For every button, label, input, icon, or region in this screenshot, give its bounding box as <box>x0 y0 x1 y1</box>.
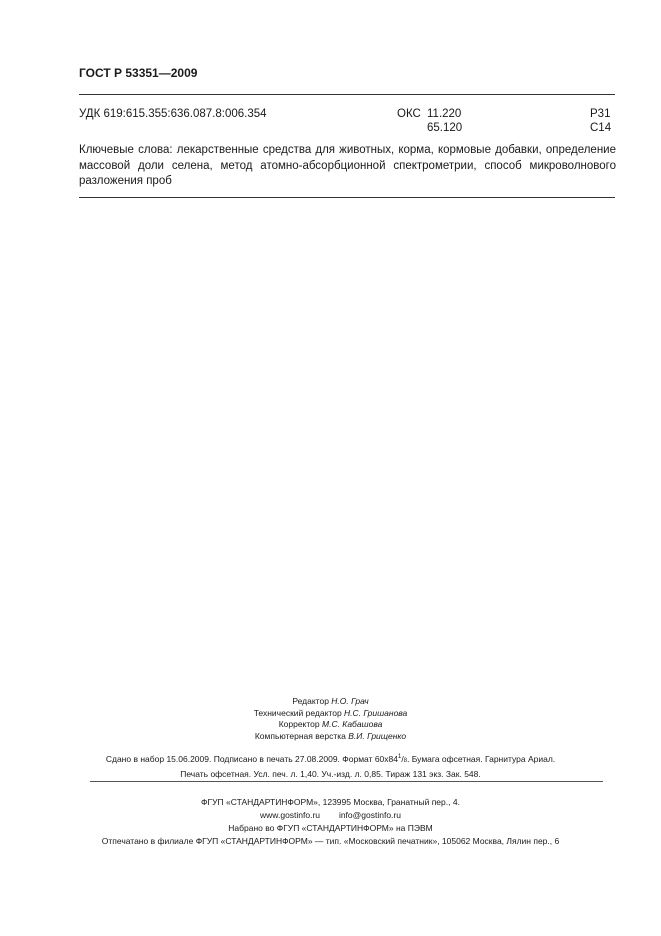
oks-codes <box>427 107 462 135</box>
print-info-line-1 <box>0 751 661 768</box>
oks-label: ОКС <box>397 108 421 120</box>
standard-number: ГОСТ Р 53351—2009 <box>79 66 198 80</box>
format-slash: / <box>401 754 404 764</box>
credit-proofreader <box>0 719 661 731</box>
publisher-printed: Отпечатано в филиале ФГУП «СТАНДАРТИНФОРМ» — тип. «Московский печатник», 105062 Москва, Лялин пер., 6 <box>101 836 560 846</box>
credits-block <box>0 696 661 742</box>
group-code-2: С14 <box>590 122 612 134</box>
keywords-paragraph: Ключевые слова: лекарственные средства для животных, корма, кормовые добавки, определение массовой доли селена, метод атомно-абсорбционной спектрометрии, способ микроволнового разложения проб <box>79 144 616 187</box>
credit-role: Компьютерная верстка <box>254 730 346 741</box>
credit-name: Н.О. Грач <box>331 696 369 706</box>
print-info <box>0 751 661 781</box>
oks-code-1: 11.220 <box>427 108 462 120</box>
publisher-rule <box>90 781 603 782</box>
print-info-line-2: Печать офсетная. Усл. печ. л. 1,40. Уч.-изд. л. 0,85. Тираж 131 экз. Зак. 548. <box>180 769 481 779</box>
credit-name: М.С. Кабашова <box>322 719 383 729</box>
publisher-contacts <box>0 809 661 822</box>
publisher-email: info@gostinfo.ru <box>338 810 401 820</box>
credit-name: В.И. Грищенко <box>348 730 407 741</box>
print-info-part: . Бумага офсетная. Гарнитура Ариал. <box>407 754 556 764</box>
group-codes <box>590 107 611 135</box>
publisher-address: ФГУП «СТАНДАРТИНФОРМ», 123995 Москва, Гранатный пер., 4. <box>201 797 460 807</box>
credit-editor <box>0 696 661 708</box>
publisher-typeset: Набрано во ФГУП «СТАНДАРТИНФОРМ» на ПЭВМ <box>228 823 433 833</box>
publisher-block <box>0 796 661 848</box>
keywords-rule <box>79 197 615 198</box>
credit-role: Редактор <box>292 696 329 706</box>
group-code-1: Р31 <box>590 108 611 120</box>
oks-code-2: 65.120 <box>427 122 463 134</box>
format-denominator: 8 <box>403 758 408 764</box>
print-info-part: Сдано в набор 15.06.2009. Подписано в печать 27.08.2009. Формат 60х84 <box>105 754 398 764</box>
credit-role: Технический редактор <box>253 707 342 718</box>
credit-tech-editor <box>0 708 661 720</box>
credit-layout <box>0 731 661 743</box>
format-numerator: 1 <box>398 754 402 760</box>
udk-code: УДК 619:615.355:636.087.8:006.354 <box>79 108 267 120</box>
publisher-website: www.gostinfo.ru <box>260 810 321 820</box>
top-rule <box>79 94 615 95</box>
credit-role: Корректор <box>278 719 320 729</box>
credit-name: Н.С. Гришанова <box>344 707 408 718</box>
